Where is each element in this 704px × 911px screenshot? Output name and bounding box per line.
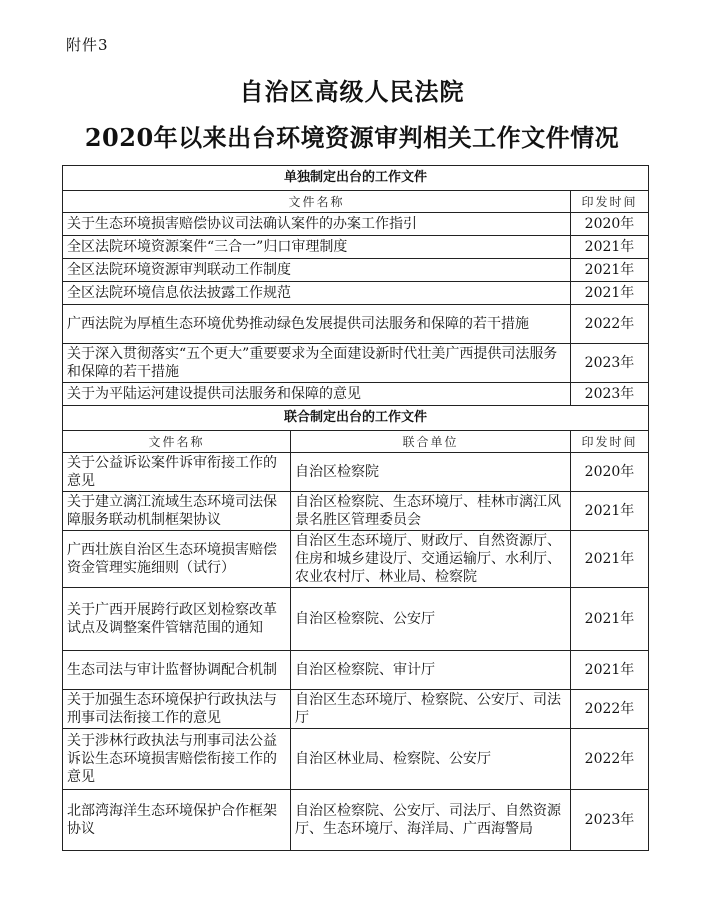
table-row xyxy=(63,344,649,383)
joint-units: 自治区检察院、公安厅、司法厅、自然资源厅、生态环境厅、海洋局、广西海警局 xyxy=(291,790,571,851)
joint-units: 自治区生态环境厅、检察院、公安厅、司法厅 xyxy=(291,690,571,729)
document-title: 自治区高级人民法院 xyxy=(239,77,465,106)
column-header-name: 文件名称 xyxy=(63,431,291,453)
table-row xyxy=(63,213,649,236)
table-row xyxy=(63,305,649,344)
document-name: 关于公益诉讼案件诉审衔接工作的意见 xyxy=(63,453,291,492)
column-header-unit: 联合单位 xyxy=(291,431,571,453)
table-row xyxy=(63,259,649,282)
issue-year: 2021年 xyxy=(571,588,649,651)
table-row xyxy=(63,531,649,588)
section-title: 联合制定出台的工作文件 xyxy=(63,406,649,431)
joint-units: 自治区检察院、审计厅 xyxy=(291,651,571,690)
section-title: 单独制定出台的工作文件 xyxy=(63,166,649,191)
issue-year: 2021年 xyxy=(571,651,649,690)
column-header-name: 文件名称 xyxy=(63,191,571,213)
table-row xyxy=(63,651,649,690)
issue-year: 2023年 xyxy=(571,344,649,383)
table-row xyxy=(63,282,649,305)
issue-year: 2022年 xyxy=(571,729,649,790)
issue-year: 2021年 xyxy=(571,236,649,259)
issue-year: 2021年 xyxy=(571,492,649,531)
document-name: 关于建立漓江流域生态环境司法保障服务联动机制框架协议 xyxy=(63,492,291,531)
issue-year: 2020年 xyxy=(571,213,649,236)
attachment-label: 附件3 xyxy=(66,36,109,54)
joint-units: 自治区林业局、检察院、公安厅 xyxy=(291,729,571,790)
column-header-row xyxy=(63,431,649,453)
issue-year: 2020年 xyxy=(571,453,649,492)
column-header-row xyxy=(63,191,649,213)
joint-units: 自治区检察院、生态环境厅、桂林市漓江风景名胜区管理委员会 xyxy=(291,492,571,531)
issue-year: 2021年 xyxy=(571,282,649,305)
document-name: 关于广西开展跨行政区划检察改革试点及调整案件管辖范围的通知 xyxy=(63,588,291,651)
document-name: 广西壮族自治区生态环境损害赔偿资金管理实施细则（试行） xyxy=(63,531,291,588)
joint-units: 自治区检察院、公安厅 xyxy=(291,588,571,651)
issue-year: 2022年 xyxy=(571,305,649,344)
issue-year: 2021年 xyxy=(571,531,649,588)
document-name: 关于加强生态环境保护行政执法与刑事司法衔接工作的意见 xyxy=(63,690,291,729)
document-name: 全区法院环境资源案件“三合一”归口审理制度 xyxy=(63,236,571,259)
issue-year: 2023年 xyxy=(571,383,649,406)
table-row xyxy=(63,790,649,851)
document-subtitle: 2020年以来出台环境资源审判相关工作文件情况 xyxy=(84,123,620,152)
column-header-time: 印发时间 xyxy=(571,191,649,213)
document-name: 关于生态环境损害赔偿协议司法确认案件的办案工作指引 xyxy=(63,213,571,236)
document-name: 全区法院环境信息依法披露工作规范 xyxy=(63,282,571,305)
table-row xyxy=(63,492,649,531)
table-row xyxy=(63,729,649,790)
section-header-row xyxy=(63,406,649,431)
column-header-time: 印发时间 xyxy=(571,431,649,453)
document-name: 生态司法与审计监督协调配合机制 xyxy=(63,651,291,690)
issue-year: 2023年 xyxy=(571,790,649,851)
joint-units: 自治区生态环境厅、财政厅、自然资源厅、住房和城乡建设厅、交通运输厅、水利厅、农业农村厅、林业局、检察院 xyxy=(291,531,571,588)
table-row xyxy=(63,453,649,492)
issue-year: 2022年 xyxy=(571,690,649,729)
table-row xyxy=(63,690,649,729)
issue-year: 2021年 xyxy=(571,259,649,282)
table-row xyxy=(63,383,649,406)
document-name: 关于深入贯彻落实“五个更大”重要要求为全面建设新时代壮美广西提供司法服务和保障的若干措施 xyxy=(63,344,571,383)
document-name: 北部湾海洋生态环境保护合作框架协议 xyxy=(63,790,291,851)
document-name: 全区法院环境资源审判联动工作制度 xyxy=(63,259,571,282)
documents-table xyxy=(62,165,649,851)
section-header-row xyxy=(63,166,649,191)
table-row xyxy=(63,236,649,259)
document-name: 关于涉林行政执法与刑事司法公益诉讼生态环境损害赔偿衔接工作的意见 xyxy=(63,729,291,790)
joint-units: 自治区检察院 xyxy=(291,453,571,492)
document-name: 关于为平陆运河建设提供司法服务和保障的意见 xyxy=(63,383,571,406)
table-row xyxy=(63,588,649,651)
document-name: 广西法院为厚植生态环境优势推动绿色发展提供司法服务和保障的若干措施 xyxy=(63,305,571,344)
